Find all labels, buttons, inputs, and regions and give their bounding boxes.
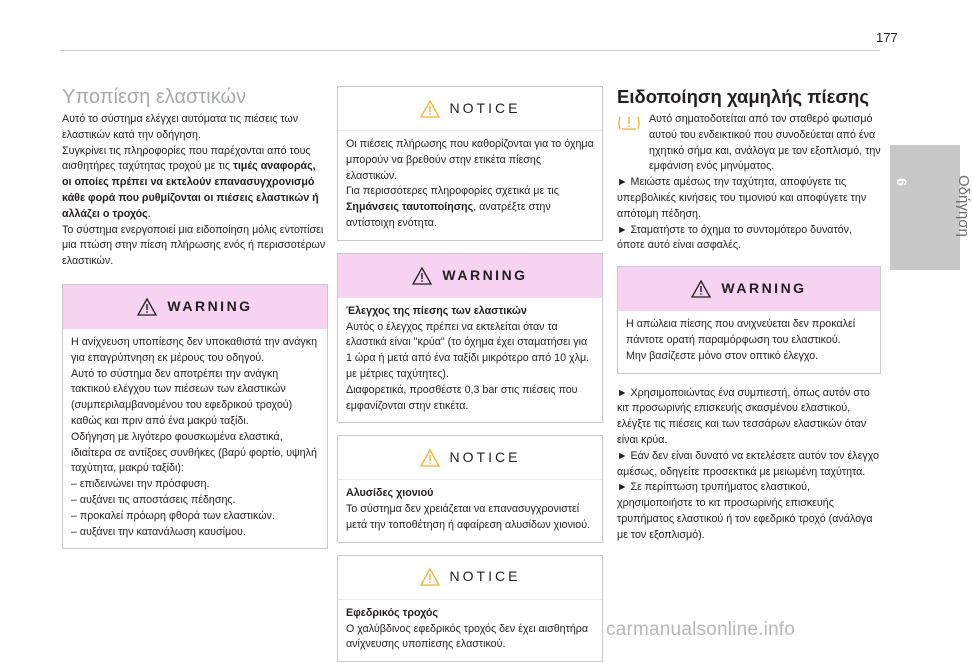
intro-2-end: .	[147, 207, 151, 220]
notice-line-2	[346, 184, 594, 231]
warning-triangle-icon	[137, 298, 157, 316]
tyre-pressure-warning-light-icon	[617, 113, 641, 133]
warning-bullet: – προκαλεί πρόωρη φθορά των ελαστικών.	[71, 509, 275, 522]
alert-step-2: ► Σταματήστε το όχημα το συντομότερο δυνατόν, όποτε αυτό είναι ασφαλές.	[617, 223, 852, 252]
warning-triangle-icon	[691, 280, 711, 298]
identification-markings-link[interactable]: Σημάνσεις ταυτοποίησης	[346, 201, 474, 214]
warning-box-underinflation	[62, 284, 328, 549]
notice-line-2-end: , ανατρέξτε στην αντίστοιχη ενότητα.	[346, 201, 551, 229]
intro-paragraph-2	[62, 144, 328, 223]
notice-line-2-text: Για περισσότερες πληροφορίες σχετικά με τις	[346, 185, 559, 198]
intro-paragraph-3: Το σύστημα ενεργοποιεί μια ειδοποίηση μόλις εντοπίσει μια πτώση στην πίεση πλήρωσης ενός ή περισσοτέρων ελαστικών.	[62, 223, 326, 268]
notice-subtitle: Αλυσίδες χιονιού	[346, 487, 434, 500]
intro-2-bold: τιμές αναφοράς, οι οποίες πρέπει να εκτελούν επανασυγχρονισμό κάθε φορά που ρυθμίζονται οι πιέσεις ελαστικών ή αλλάζει ο τροχός	[62, 160, 319, 220]
warning-subtitle: Έλεγχος της πίεσης των ελαστικών	[346, 304, 527, 317]
warning-header	[338, 254, 602, 298]
warning-line-1: Αυτός ο έλεγχος πρέπει να εκτελείται όταν τα ελαστικά είναι "κρύα" (το όχημα έχει σταματήσει για 1 ώρα ή μετά από ένα ταξίδι μικρότερο από 10 χλμ. με μέτριες ταχύτητες).	[346, 320, 590, 380]
header-rule	[60, 50, 880, 51]
warning-bullet: – αυξάνει την κατανάλωση καυσίμου.	[71, 525, 246, 538]
notice-box-pressures	[337, 86, 603, 241]
warning-box-pressure-check	[337, 253, 603, 424]
warning-bullet: – αυξάνει τις αποστάσεις πέδησης.	[71, 493, 236, 506]
alert-step-3: ► Χρησιμοποιώντας ένα συμπιεστή, όπως αυτόν στο κιτ προσωρινής επισκευής σκασμένου ελαστικού, ελέγξτε τις πιέσεις και των τεσσάρων ελαστικών όταν είναι κρύα.	[617, 386, 870, 446]
warning-bullet: – επιδεινώνει την πρόσφυση.	[71, 478, 210, 491]
warning-line: Αυτό το σύστημα δεν αποτρέπει την ανάγκη τακτικού ελέγχου των πιέσεων των ελαστικών (συμπεριλαμβανομένου του εφεδρικού τροχού) καθώς και πριν από ένα μακρύ ταξίδι.	[71, 367, 293, 427]
column-middle	[337, 86, 603, 662]
notice-box-spare-wheel	[337, 555, 603, 662]
notice-title: NOTICE	[449, 99, 521, 116]
column-right	[617, 84, 881, 544]
warning-line: Οδήγηση με λιγότερο φουσκωμένα ελαστικά, ιδιαίτερα σε αντίξοες συνθήκες (βαρύ φορτίο, υψηλή ταχύτητα, μακρύ ταξίδι):	[71, 430, 317, 475]
notice-line-1: Οι πιέσεις πλήρωσης που καθορίζονται για το όχημα μπορούν να βρεθούν στην ετικέτα πίεσης ελαστικών.	[346, 138, 594, 182]
warning-line-1: Η απώλεια πίεσης που ανιχνεύεται δεν προκαλεί πάντοτε ορατή παραμόρφωση του ελαστικού.	[626, 318, 856, 346]
notice-triangle-icon	[420, 568, 440, 586]
notice-subtitle: Εφεδρικός τροχός	[346, 606, 438, 619]
intro-2-text: Συγκρίνει τις πληροφορίες που παρέχονται από τους αισθητήρες ταχύτητας τροχού με τις	[62, 144, 311, 173]
section-title-low-pressure-alert: Ειδοποίηση χαμηλής πίεσης	[617, 86, 869, 107]
page-number: 177	[876, 30, 898, 45]
intro-paragraph-1: Αυτό το σύστημα ελέγχει αυτόματα τις πιέσεις των ελαστικών κατά την οδήγηση.	[62, 113, 299, 141]
alert-intro: Αυτό σηματοδοτείται από τον σταθερό φωτισμό αυτού του ενδεικτικού που συνοδεύεται από ένα ηχητικό σήμα και, ανάλογα με τον εξοπλισμό, την εμφάνιση ενός μηνύματος.	[649, 113, 881, 173]
notice-triangle-icon	[420, 449, 440, 467]
chapter-tab[interactable]	[890, 145, 960, 270]
watermark: carmanualsonline.info	[606, 619, 796, 640]
alert-step-4: ► Εάν δεν είναι δυνατό να εκτελέσετε αυτόν τον έλεγχο αμέσως, οδηγείτε προσεκτικά με μειωμένη ταχύτητα.	[617, 449, 879, 478]
notice-line-1: Ο χαλύβδινος εφεδρικός τροχός δεν έχει αισθητήρα ανίχνευσης υποπίεσης ελαστικού.	[346, 622, 589, 651]
warning-line-2: Μην βασίζεστε μόνο στον οπτικό έλεγχο.	[626, 349, 819, 362]
notice-header	[338, 436, 602, 480]
notice-title: NOTICE	[449, 568, 521, 585]
column-left	[62, 84, 328, 549]
alert-intro-row	[617, 112, 881, 175]
warning-header	[63, 285, 327, 329]
section-title-underinflation: Υποπίεση ελαστικών	[62, 86, 247, 108]
chapter-tab-label: Οδήγηση	[955, 175, 972, 237]
notice-box-snow-chains	[337, 435, 603, 542]
alert-step-1: ► Μειώστε αμέσως την ταχύτητα, αποφύγετε τις υπερβολικές κινήσεις του τιμονιού και αποφύγετε την απότομη πέδηση.	[617, 176, 867, 220]
warning-header	[618, 267, 880, 311]
warning-line: Η ανίχνευση υποπίεσης δεν υποκαθιστά την ανάγκη για επαγρύπνηση εκ μέρους του οδηγού.	[71, 335, 318, 364]
warning-triangle-icon	[412, 267, 432, 285]
notice-line-1: Το σύστημα δεν χρειάζεται να επανασυγχρονιστεί μετά την τοποθέτηση ή αφαίρεση αλυσίδων χιονιού.	[346, 503, 591, 531]
warning-title: WARNING	[167, 298, 253, 315]
warning-line-2: Διαφορετικά, προσθέστε 0,3 bar στις πιέσεις που εμφανίζονται στην ετικέτα.	[346, 383, 578, 412]
warning-title: WARNING	[721, 280, 807, 297]
warning-box-pressure-loss	[617, 266, 881, 373]
chapter-tab-number: 6	[894, 178, 910, 186]
alert-step-5: ► Σε περίπτωση τρυπήματος ελαστικού, χρησιμοποιήστε το κιτ προσωρινής επισκευής τρυπήματος ελαστικού ή τον εφεδρικό τροχό (ανάλογα με τον εξοπλισμό).	[617, 481, 873, 541]
notice-header	[338, 87, 602, 131]
warning-title: WARNING	[442, 266, 528, 283]
notice-triangle-icon	[420, 100, 440, 118]
notice-header	[338, 556, 602, 600]
notice-title: NOTICE	[449, 448, 521, 465]
